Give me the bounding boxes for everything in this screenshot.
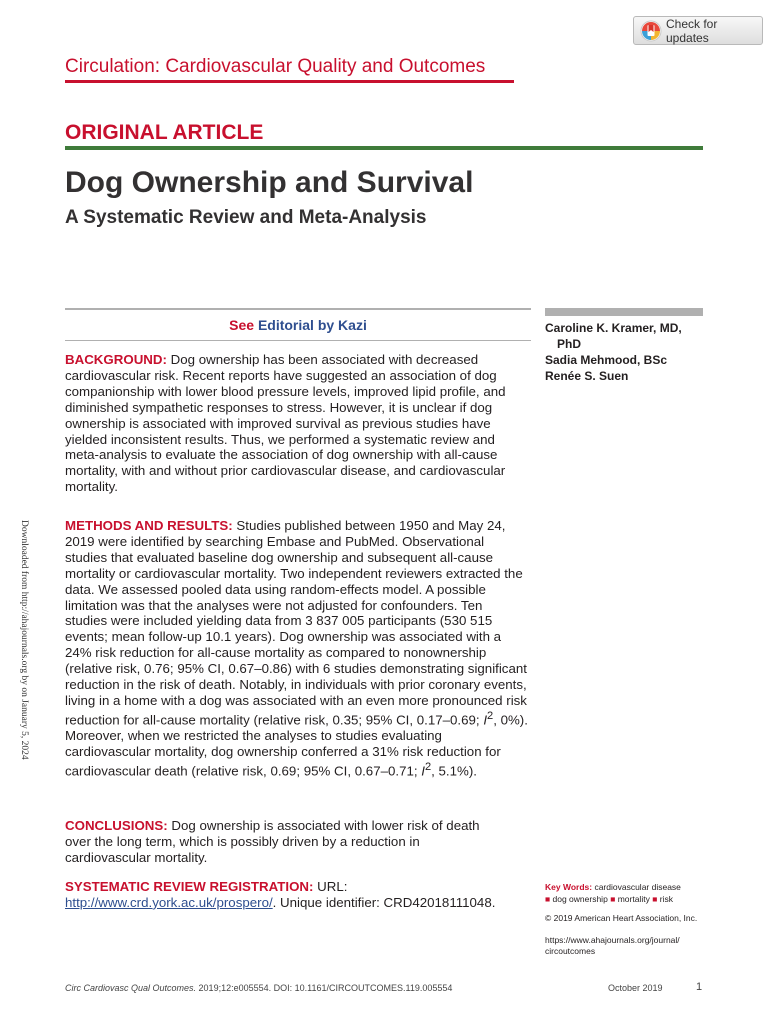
i2-superscript: 2 bbox=[424, 761, 432, 774]
download-note: Downloaded from http://ahajournals.org by on January 5, 2024 bbox=[19, 520, 29, 760]
registration-identifier: . Unique identifier: CRD42018111048. bbox=[272, 894, 496, 910]
author-item[interactable]: Renée S. Suen bbox=[545, 369, 629, 383]
abstract-background bbox=[65, 352, 528, 495]
crossmark-icon bbox=[640, 20, 662, 42]
footer-journal-abbrev: Circ Cardiovasc Qual Outcomes. bbox=[65, 983, 197, 993]
abstract-conclusions bbox=[65, 818, 485, 866]
author-list bbox=[545, 320, 705, 384]
prospero-link[interactable]: http://www.crd.york.ac.uk/prospero/ bbox=[65, 894, 273, 910]
registration-label: SYSTEMATIC REVIEW REGISTRATION: bbox=[65, 879, 314, 894]
keywords bbox=[545, 881, 710, 905]
registration-url-label: URL: bbox=[317, 879, 348, 894]
methods-text-1: Studies published between 1950 and May 24, 2019 were identified by searching Embase and PubMed. Observational studies that evaluated baseline dog ownership and subsequent all-cause mortality or cardiovascular mortality. Two independent reviewers extracted the data. We assessed pooled data using random-effects model. A possible limitation was that the analyses were not adjusted for confounders. Ten studies were included yielding data from 3 837 005 participants (530 515 events; mean follow-up 10.1 years). Dog ownership was associated with a 24% risk reduction for all-cause mortality as compared to nonownership (relative risk, 0.76; 95% CI, 0.67–0.86) with 6 studies demonstrating significant reduction in the risk of death. Notably, in individuals with prior coronary events, living in a home with a dog was associated with an even more pronounced risk reduction for all-cause mortality (relative risk, 0.35; 95% CI, 0.17–0.69; bbox=[65, 518, 527, 728]
keyword-item: cardiovascular disease bbox=[594, 882, 681, 892]
i2-superscript: 2 bbox=[487, 709, 494, 722]
article-type: ORIGINAL ARTICLE bbox=[65, 121, 264, 144]
see-label: See bbox=[229, 317, 255, 333]
check-for-updates-button[interactable] bbox=[633, 16, 763, 45]
conclusions-label: CONCLUSIONS: bbox=[65, 818, 168, 833]
editorial-note bbox=[65, 316, 531, 334]
background-label: BACKGROUND: bbox=[65, 352, 167, 367]
journal-name[interactable]: Circulation: Cardiovascular Quality and Outcomes bbox=[65, 56, 486, 77]
footer-date: October 2019 bbox=[608, 983, 663, 993]
i2-symbol: I bbox=[483, 712, 488, 728]
methods-text-3: , 5.1%). bbox=[431, 763, 477, 779]
editorial-link[interactable]: Editorial by Kazi bbox=[257, 317, 367, 333]
check-for-updates-label: Check for updates bbox=[666, 16, 718, 45]
footer-citation-details: 2019;12:e005554. DOI: 10.1161/CIRCOUTCOMES.119.005554 bbox=[196, 983, 453, 993]
copyright: © 2019 American Heart Association, Inc. bbox=[545, 913, 698, 923]
methods-text-2: , 0%). Moreover, when we restricted the analyses to studies evaluating cardiovascular mortality, dog ownership conferred a 31% risk reduction for cardiovascular death (relative risk, 0.69; 95% CI, 0.67–0.71; bbox=[65, 712, 528, 779]
abstract-sub-rule bbox=[65, 340, 531, 341]
background-text: Dog ownership has been associated with decreased cardiovascular risk. Recent reports have suggested an association of dog companionship with lower blood pressure levels, improved lipid profile, and diminished sympathetic responses to stress. However, it is unclear if dog ownership is associated with improved survival as previous studies have yielded inconsistent results. Thus, we performed a systematic review and meta-analysis to evaluate the association of dog ownership with all-cause mortality, with and without prior cardiovascular disease, and cardiovascular mortality. bbox=[65, 352, 506, 495]
journal-url[interactable]: https://www.ahajournals.org/journal/ circoutcomes bbox=[545, 935, 680, 956]
methods-label: METHODS AND RESULTS: bbox=[65, 518, 233, 533]
keyword-item: risk bbox=[659, 894, 673, 904]
abstract-methods bbox=[65, 518, 528, 779]
footer-citation bbox=[65, 983, 452, 993]
article-title: Dog Ownership and Survival bbox=[65, 166, 474, 199]
keyword-separator: ■ bbox=[652, 894, 658, 904]
page-number: 1 bbox=[696, 981, 703, 993]
conclusions-text: Dog ownership is associated with lower risk of death over the long term, which is possibly driven by a reduction in cardiovascular mortality. bbox=[65, 818, 480, 865]
abstract-top-rule bbox=[65, 308, 531, 310]
keyword-item: dog ownership bbox=[552, 894, 608, 904]
author-top-bar bbox=[545, 308, 703, 316]
keywords-label: Key Words: bbox=[545, 882, 593, 892]
i2-symbol: I bbox=[421, 763, 425, 779]
author-item[interactable]: Caroline K. Kramer, MD, PhD bbox=[545, 321, 682, 351]
keyword-item: mortality bbox=[617, 894, 650, 904]
keyword-separator: ■ bbox=[610, 894, 616, 904]
author-item[interactable]: Sadia Mehmood, BSc bbox=[545, 353, 668, 367]
article-subtitle: A Systematic Review and Meta-Analysis bbox=[65, 207, 427, 228]
abstract-registration bbox=[65, 879, 528, 911]
keyword-separator: ■ bbox=[545, 894, 551, 904]
header-divider bbox=[65, 146, 703, 150]
journal-underline bbox=[65, 80, 514, 83]
